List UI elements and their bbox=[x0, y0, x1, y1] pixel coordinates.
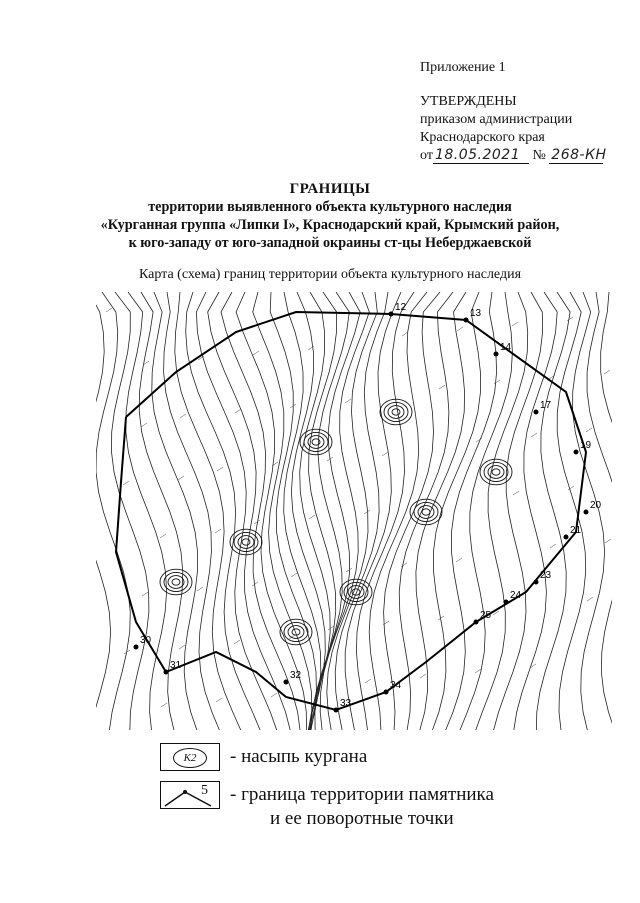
legend-mound bbox=[160, 743, 367, 771]
map-caption: Карта (схема) границ территории объекта культурного наследия bbox=[138, 267, 522, 282]
boundary-point bbox=[574, 450, 579, 455]
boundary-point bbox=[164, 670, 169, 675]
boundary-point-label: 17 bbox=[540, 400, 552, 411]
boundary-point bbox=[464, 318, 469, 323]
boundary-point-label: 33 bbox=[340, 698, 352, 709]
boundary-point-label: 23 bbox=[540, 570, 552, 581]
boundary-point bbox=[534, 410, 539, 415]
boundary-point bbox=[384, 690, 389, 695]
boundary-point-label: 34 bbox=[390, 680, 402, 691]
document-title bbox=[60, 180, 600, 252]
legend-boundary bbox=[160, 781, 494, 809]
handwritten-number: 268-КН bbox=[551, 147, 607, 163]
boundary-legend-label: - граница территории памятника bbox=[230, 784, 494, 805]
number-prefix: № bbox=[532, 148, 546, 163]
title-line-4: к юго-западу от юго-западной окраины ст-цы Неберджаевской bbox=[128, 235, 532, 251]
boundary-point bbox=[504, 600, 509, 605]
boundary-point bbox=[134, 645, 139, 650]
boundary-point bbox=[584, 510, 589, 515]
boundary-point-label: 25 bbox=[480, 610, 492, 621]
date-prefix: от bbox=[420, 148, 433, 163]
boundary-vertex-icon bbox=[161, 782, 219, 808]
topographic-map bbox=[96, 292, 612, 730]
title-line-2: территории выявленного объекта культурного наследия bbox=[148, 199, 512, 215]
boundary-point-label: 30 bbox=[140, 635, 152, 646]
boundary-point-label: 32 bbox=[290, 670, 302, 681]
annex-label: Приложение 1 bbox=[420, 60, 506, 75]
boundary-point bbox=[474, 620, 479, 625]
approved-line-2: приказом администрации bbox=[420, 112, 573, 127]
mound-legend-symbol bbox=[160, 743, 220, 771]
boundary-point-labels bbox=[140, 302, 602, 709]
mound-legend-label: - насыпь кургана bbox=[230, 746, 368, 767]
boundary-point-label: 20 bbox=[590, 500, 602, 511]
boundary-point-label: 12 bbox=[395, 302, 407, 313]
boundary-point bbox=[334, 708, 339, 713]
boundary-point-label: 19 bbox=[580, 440, 592, 451]
territory-boundary-line bbox=[116, 312, 586, 710]
boundary-point bbox=[284, 680, 289, 685]
title-line-3: «Курганная группа «Липки I», Краснодарский край, Крымский район, bbox=[100, 217, 560, 233]
approved-title: УТВЕРЖДЕНЫ bbox=[420, 94, 517, 109]
boundary-legend-symbol bbox=[160, 781, 220, 809]
boundary-points bbox=[134, 312, 589, 713]
boundary-legend-label-2: и ее поворотные точки bbox=[270, 808, 454, 829]
mound-oval-icon: К2 bbox=[173, 748, 207, 768]
approval-date-line bbox=[420, 147, 607, 165]
boundary-point-label: 31 bbox=[170, 660, 182, 671]
boundary-point-label: 24 bbox=[510, 590, 522, 601]
boundary-point bbox=[534, 580, 539, 585]
boundary-point-label: 13 bbox=[470, 308, 482, 319]
boundary-point bbox=[564, 535, 569, 540]
approved-line-3: Краснодарского края bbox=[420, 130, 545, 145]
title-line-1: ГРАНИЦЫ bbox=[289, 181, 371, 197]
boundary-point bbox=[389, 312, 394, 317]
handwritten-date: 18.05.2021 bbox=[433, 147, 529, 164]
boundary-point-label: 21 bbox=[570, 525, 582, 536]
boundary-legend-number: 5 bbox=[201, 783, 208, 798]
boundary-point bbox=[494, 352, 499, 357]
approval-block bbox=[420, 93, 607, 165]
boundary-point-label: 14 bbox=[500, 342, 512, 353]
